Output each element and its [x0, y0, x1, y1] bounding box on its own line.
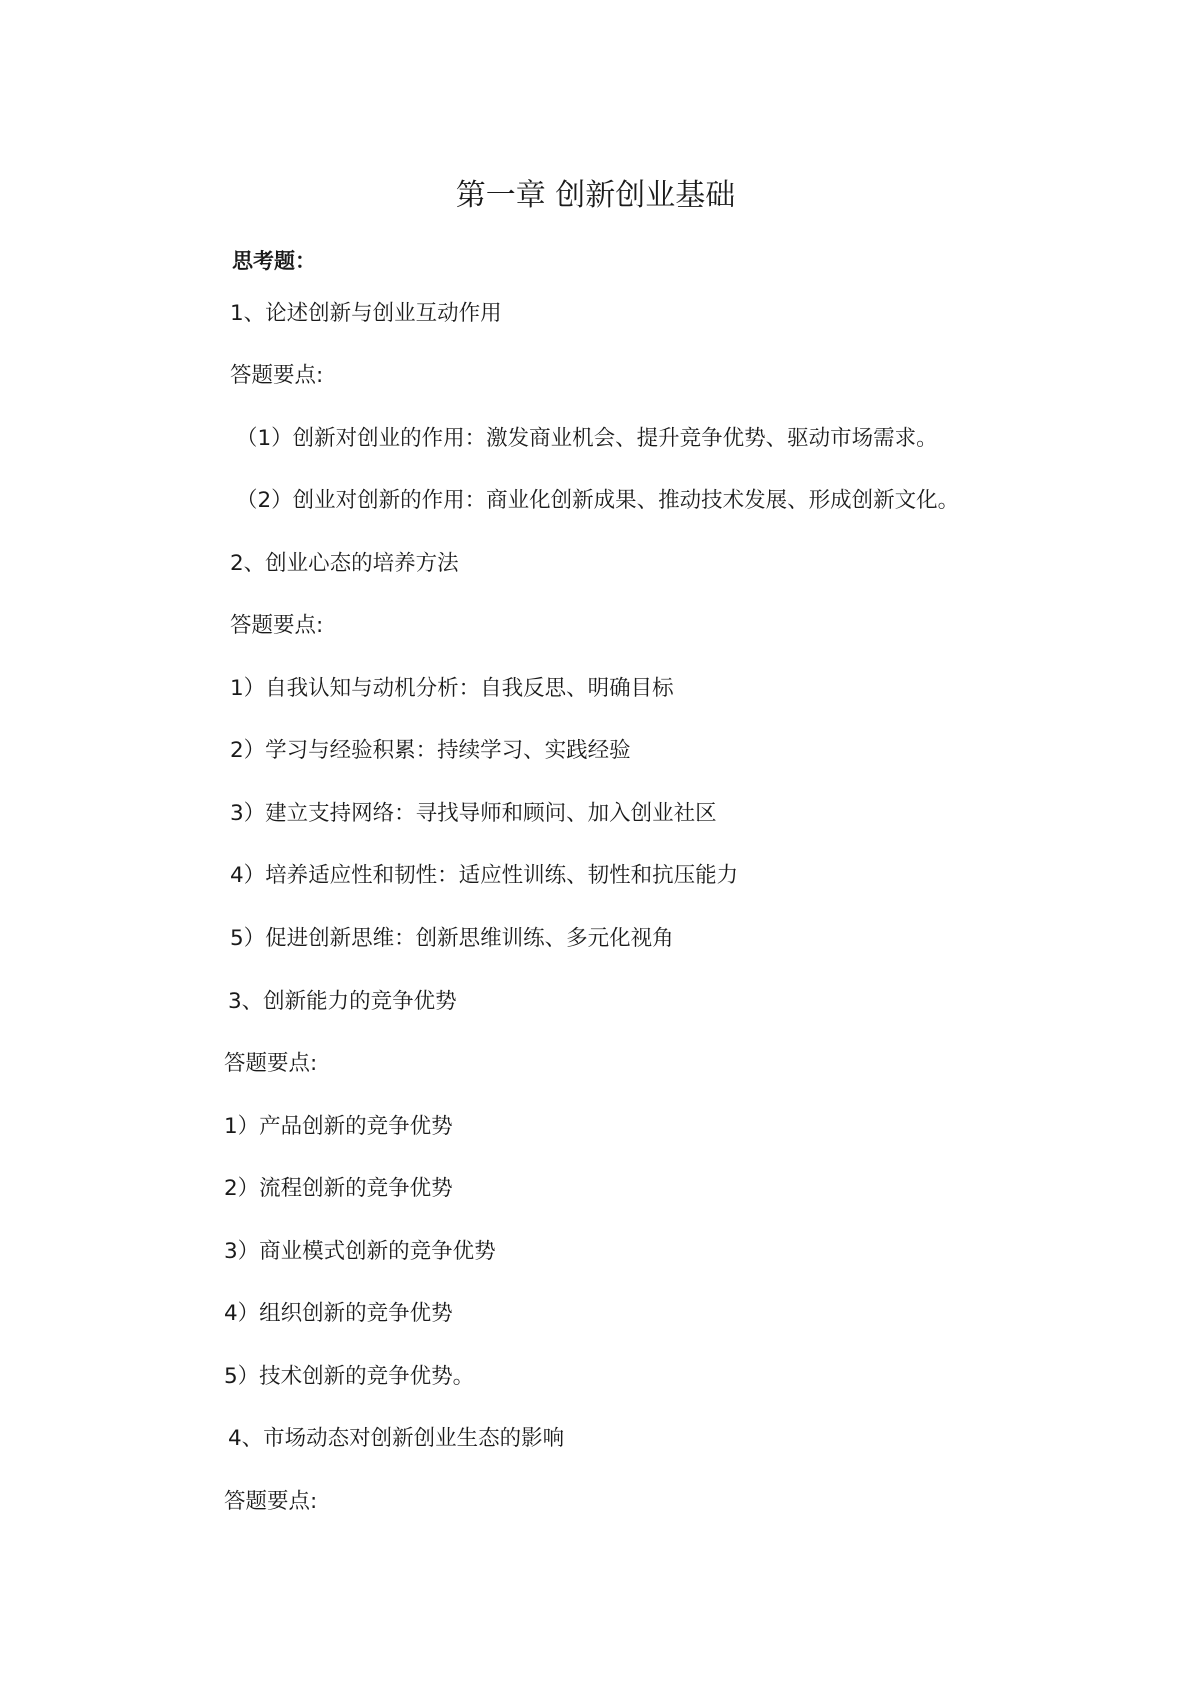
- answer-item: （2）创业对创新的作用：商业化创新成果、推动技术发展、形成创新文化。: [236, 488, 960, 513]
- question-1: 1、论述创新与创业互动作用: [230, 301, 502, 326]
- question-2: 2、创业心态的培养方法: [230, 551, 459, 576]
- answer-item: （1）创新对创业的作用：激发商业机会、提升竞争优势、驱动市场需求。: [236, 426, 938, 451]
- question-4: 4、市场动态对创新创业生态的影响: [228, 1426, 565, 1451]
- section-label: 思考题：: [232, 248, 316, 273]
- answer-item: 3）商业模式创新的竞争优势: [224, 1239, 496, 1264]
- answer-item: 1）自我认知与动机分析：自我反思、明确目标: [230, 676, 674, 701]
- answer-points-label: 答题要点:: [230, 613, 324, 638]
- answer-item: 2）流程创新的竞争优势: [224, 1176, 453, 1201]
- answer-item: 4）组织创新的竞争优势: [224, 1301, 453, 1326]
- answer-item: 5）技术创新的竞争优势。: [224, 1364, 475, 1389]
- answer-points-label: 答题要点:: [230, 363, 324, 388]
- answer-item: 3）建立支持网络：寻找导师和顾问、加入创业社区: [230, 801, 717, 826]
- answer-item: 1）产品创新的竞争优势: [224, 1114, 453, 1139]
- answer-item: 2）学习与经验积累：持续学习、实践经验: [230, 738, 631, 763]
- answer-item: 4）培养适应性和韧性：适应性训练、韧性和抗压能力: [230, 863, 739, 888]
- answer-points-label: 答题要点:: [224, 1489, 318, 1514]
- question-3: 3、创新能力的竞争优势: [228, 989, 457, 1014]
- chapter-title: 第一章 创新创业基础: [455, 178, 736, 213]
- answer-item: 5）促进创新思维：创新思维训练、多元化视角: [230, 926, 674, 951]
- answer-points-label: 答题要点:: [224, 1051, 318, 1076]
